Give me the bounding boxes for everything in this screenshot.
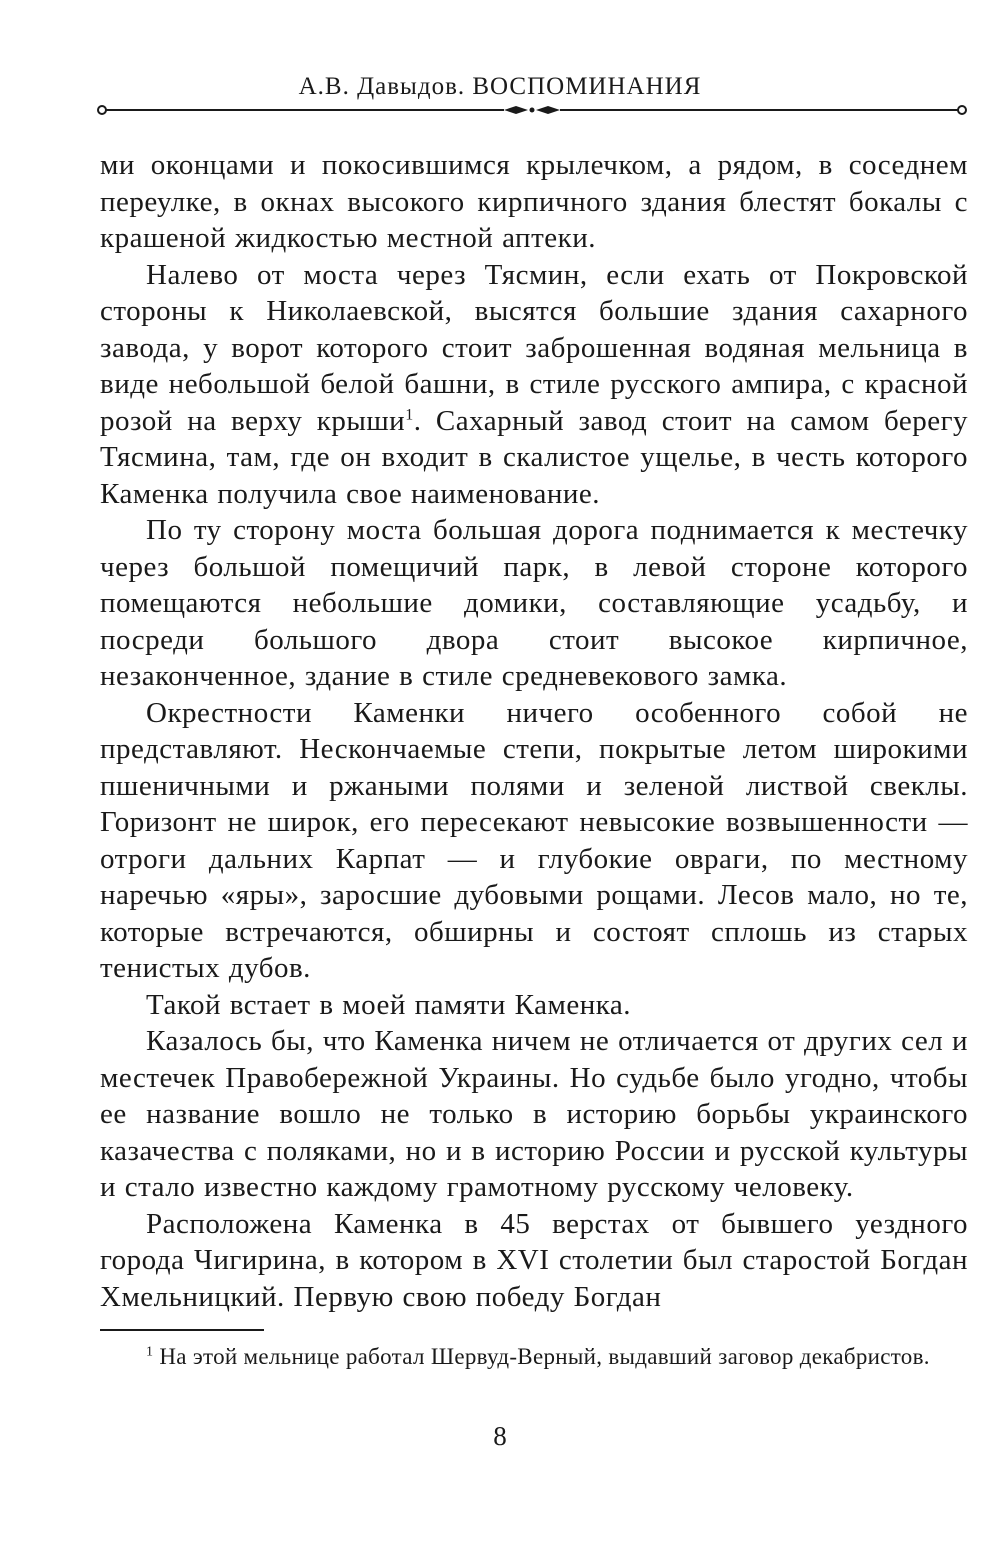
paragraph-text-after-note: . Сахарный завод стоит на самом берегу Тясмина, там, где он входит в скалистое ущелье, в честь которого Каменка получила свое наименование. <box>100 404 968 510</box>
rule-ornament-right <box>536 106 560 114</box>
running-head: А.В. Давыдов. ВОСПОМИНАНИЯ <box>298 73 702 100</box>
rule-ornament-left <box>504 106 528 114</box>
rule-end-circle-left <box>98 106 106 114</box>
paragraph-history: Казалось бы, что Каменка ничем не отличается от других сел и местечек Правобережной Украины. Но судьбе было угодно, чтобы ее название вошло не только в историю борьбы украинского казачества с поляками, но и в историю России и русской культуры и стало известно каждому грамотному русскому человеку. <box>100 1025 968 1203</box>
paragraph-sugar-factory <box>100 257 968 513</box>
page-number: 8 <box>493 1421 507 1451</box>
paragraph-memory: Такой встает в моей памяти Каменка. <box>146 988 631 1021</box>
paragraph-surroundings: Окрестности Каменки ничего особенного собой не представляют. Нескончаемые степи, покрытые летом широкими пшеничными и ржаными полями и зеленой листвой свеклы. Горизонт не широк, его пересекают невысокие возвышенности — отроги дальних Карпат — и глубокие овраги, по местному наречью «яры», заросшие дубовыми рощами. Лесов мало, но те, которые встречаются, обширны и состоят сплошь из старых тенистых дубов. <box>100 696 968 984</box>
main-text <box>100 147 968 1315</box>
header-ornamental-rule <box>96 102 968 118</box>
rule-ornament-center <box>530 108 535 113</box>
footnote-mark: 1 <box>146 1344 154 1360</box>
paragraph-park: По ту сторону моста большая дорога поднимается к местечку через большой помещичий парк, в левой стороне которого помещаются небольшие домики, составляющие усадьбу, и посреди большого двора стоит высокое кирпичное, незаконченное, здание в стиле средневекового замка. <box>100 514 968 692</box>
footnote-text: На этой мельнице работал Шервуд-Верный, выдавший заговор декабристов. <box>159 1344 930 1369</box>
paragraph-text-before-note: Налево от моста через Тясмин, если ехать от Покровской стороны к Николаевской, высятся большие здания сахарного завода, у ворот которого стоит заброшенная водяная мельница в виде небольшой белой башни, в стиле русского ампира, с красной розой на верху крыши <box>100 258 968 437</box>
footnote <box>100 1342 968 1371</box>
footnote-separator <box>100 1329 264 1331</box>
paragraph-location: Расположена Каменка в 45 верстах от бывшего уездного города Чигирина, в котором в XVI столетии был старостой Богдан Хмельницкий. Первую свою победу Богдан <box>100 1207 968 1313</box>
footnote-reference[interactable]: 1 <box>405 405 414 423</box>
paragraph-continuation: ми оконцами и покосившимся крылечком, а рядом, в соседнем переулке, в окнах высокого кирпичного здания блестят бокалы с крашеной жидкостью местной аптеки. <box>100 149 968 254</box>
rule-end-circle-right <box>958 106 966 114</box>
